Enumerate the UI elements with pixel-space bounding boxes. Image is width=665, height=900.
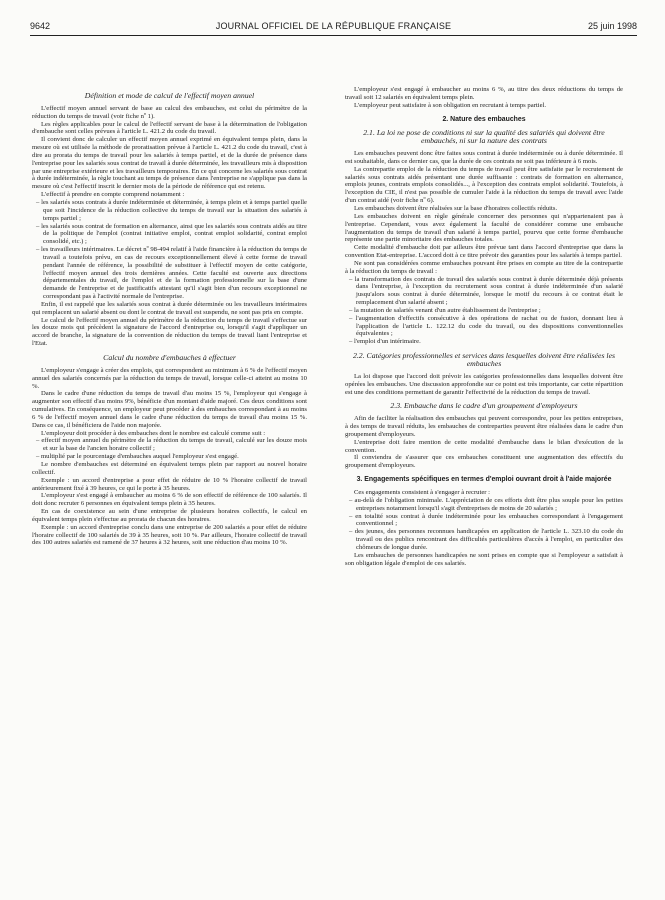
paragraph: L'employeur doit procéder à des embauches dont le nombre est calculé comme suit : <box>41 429 266 437</box>
subsection-heading: Calcul du nombre d'embauches à effectuer <box>103 353 236 362</box>
page-header <box>30 21 637 36</box>
paragraph: L'effectif à prendre en compte comprend notamment : <box>41 191 185 199</box>
paragraph: Le nombre d'embauches est déterminé en équivalent temps plein par rapport au nouvel horaire collectif. <box>32 460 307 476</box>
paragraph: L'entreprise doit faire mention de cette modalité d'embauche dans le bilan d'exécution de la convention. <box>345 438 623 454</box>
bullet-list <box>32 437 307 461</box>
paragraph: Ces engagements consistent à s'engager à recruter : <box>354 488 490 496</box>
paragraph: Le calcul de l'effectif moyen annuel du périmètre de la réduction du temps de travail s'effectue sur les douze mois qui précèdent la signature de l'accord d'entreprise ou, lorsqu'il s'agit d'appliquer un accord de branche, la signature de la convention de réduction du temps de travail liant l'entreprise et l'Etat. <box>32 316 307 348</box>
bullet-list <box>32 199 307 301</box>
list-item: – en totalité sous contrat à durée indéterminée pour les embauches correspondant à l'engagement conventionnel ; <box>345 513 623 529</box>
subsection-heading: 2.3. Embauche dans le cadre d'un groupement d'employeurs <box>390 401 578 411</box>
left-column <box>32 86 307 886</box>
list-item: – l'augmentation d'effectifs consécutive à des opérations de rachat ou de fusion, donnant lieu à l'application de l'article L. 122.12 du code du travail, ou des dispositions conventionnelles équivalentes ; <box>345 315 623 339</box>
paragraph: Les embauches peuvent donc être faites sous contrat à durée indéterminée ou à durée déterminée. Il est souhaitable, dans ce dernier cas, que la durée de ces contrats ne soit pas inférieure à 6 mois. <box>345 150 623 165</box>
list-item: – les salariés sous contrat de formation en alternance, ainsi que les salariés sous contrats aidés au titre de la politique de l'emploi (contrat initiative emploi, contrat emploi solidarité, contrat emploi consolidé, etc.) ; <box>32 223 307 247</box>
paragraph: Il conviendra de s'assurer que ces embauches constituent une augmentation des effectifs du groupement d'employeurs. <box>345 454 623 470</box>
paragraph: Il convient donc de calculer un effectif moyen annuel exprimé en équivalent temps plein, dans la mesure où est utilisée la méthode de proratisation prévue à l'article L. 421.2 du code du travail, c'est à dire au prorata du temps de travail pour les salariés à temps partiel, et de la durée de présence dans l'entreprise pour les salariés sous contrat de travail à durée déterminée, les travailleurs mis à disposition par une entreprise extérieure et les travailleurs temporaires. En ce qui concerne les salariés sous contrat à durée indéterminée, la règle touchant au temps de présence dans l'entreprise ne s'applique pas dans la mesure où c'est l'effectif inscrit le dernier mois de la période de référence qui est retenu. <box>32 136 307 191</box>
bullet-list <box>345 276 623 347</box>
list-item: – les travailleurs intérimaires. Le décret nº 98-494 relatif à l'aide financière à la réduction du temps de travail a toutefois prévu, en cas de recours exceptionnellement élevé à cette forme de travail pendant l'année de référence, la possibilité de substituer à l'effectif moyen de cette catégorie, l'effectif moyen annuel des trois dernières années. Cette faculté est ouverte aux directions départementales du travail, de l'emploi et de la formation professionnelle sur la base d'une demande de l'entreprise et de justificatifs attestant qu'il s'agit bien d'un recours exceptionnel ne correspondant pas à l'activité normale de l'entreprise. <box>32 246 307 301</box>
paragraph: Ne sont pas considérées comme embauches pouvant être prises en compte au titre de la contrepartie à la réduction du temps de travail : <box>345 259 623 275</box>
page-number: 9642 <box>30 21 51 31</box>
list-item: – effectif moyen annuel du périmètre de la réduction du temps de travail, calculé sur les douze mois et sur la base de l'ancien horaire collectif ; <box>32 437 307 453</box>
list-item: – la mutation de salariés venant d'un autre établissement de l'entreprise ; <box>345 307 623 315</box>
paragraph: L'employeur s'est engagé à embaucher au moins 6 %, au titre des deux réductions du temps de travail soit 12 salariés en équivalent temps plein. <box>345 86 623 101</box>
subsection-heading: Définition et mode de calcul de l'effectif moyen annuel <box>84 91 255 100</box>
list-item: – multiplié par le pourcentage d'embauches auquel l'employeur s'est engagé. <box>32 453 307 461</box>
list-item: – l'emploi d'un intérimaire. <box>345 338 623 346</box>
paragraph: Dans le cadre d'une réduction du temps de travail d'au moins 15 %, l'employeur qui s'engage à augmenter son effectif d'au moins 9%, bénéficie d'un montant d'aide majoré. Ces deux conditions sont cumulatives. En conséquence, un employeur peut procéder à des embauches correspondant à au moins 6 % de l'effectif moyen annuel dans le cadre d'une réduction du temps de travail d'au moins 15 %. Dans ce cas, il bénéficiera de l'aide non majorée. <box>32 390 307 429</box>
paragraph: Les embauches doivent en règle générale concerner des personnes qui n'appartenaient pas à l'entreprise. Cependant, vous avez également la faculté de considérer comme une embauche l'augmentation du temps de travail d'un salarié à temps partiel, pourvu que cette forme d'embauche représente une partie minoritaire des embauches totales. <box>345 212 623 244</box>
paragraph: En cas de coexistence au sein d'une entreprise de plusieurs horaires collectifs, le calcul en équivalent temps plein s'effectue au prorata de chacun des horaires. <box>32 508 307 523</box>
section-heading: 3. Engagements spécifiques en termes d'emploi ouvrant droit à l'aide majorée <box>356 476 612 484</box>
paragraph: L'employeur s'est engagé à embaucher au moins 6 % de son effectif de référence de 100 salariés. Il doit donc recruter 6 personnes en équivalent temps plein à 35 heures. <box>32 492 307 508</box>
list-item: – au-delà de l'obligation minimale. L'appréciation de ces efforts doit être plus souple pour les petites entreprises notamment lorsqu'il s'agit d'entreprises de moins de 20 salariés ; <box>345 497 623 513</box>
subsection-heading: 2.1. La loi ne pose de conditions ni sur la qualité des salariés qui doivent être embauchés, ni sur la nature des contrats <box>363 128 605 146</box>
paragraph: La contrepartie emploi de la réduction du temps de travail peut être satisfaite par le recrutement de salariés sous contrats aidés présentant une durée suffisante : contrats de formation en alternance, emplois jeunes, contrats emplois consolidés..., à l'exception des contrats emploi solidarité. Toutefois, à l'exception du CIE, il n'est pas possible de cumuler l'aide à la réduction du temps de travail avec l'aide d'un contrat aidé (voir fiche nº 6). <box>345 165 623 205</box>
list-item: – des jeunes, des personnes reconnues handicapées en application de l'article L. 323.10 du code du travail ou des publics rencontrant des difficultés particulières d'accès à l'emploi, en particulier des chômeurs de longue durée. <box>345 528 623 552</box>
section-heading: 2. Nature des embauches <box>442 115 526 123</box>
right-column <box>345 86 623 886</box>
journal-title: JOURNAL OFFICIEL DE LA RÉPUBLIQUE FRANÇAISE <box>215 21 452 31</box>
paragraph: Les embauches de personnes handicapées ne sont prises en compte que si l'employeur a satisfait à son obligation légale d'emploi de ces salariés. <box>345 551 623 567</box>
list-item: – la transformation des contrats de travail des salariés sous contrat à durée déterminée déjà présents dans l'entreprise, à l'exception du recrutement sous contrat à durée indéterminée d'un salarié jusqu'alors sous contrat à durée déterminée, lorsque le motif du recours à ce contrat était le remplacement d'un salarié absent ; <box>345 276 623 307</box>
paragraph: La loi dispose que l'accord doit prévoir les catégories professionnelles dans lesquelles doivent être opérées les embauches. Une discussion approfondie sur ce point est très importante, car cette répartition est une des conditions permettant de garantir l'effectivité de la réduction du temps de travail. <box>345 372 623 396</box>
paragraph: L'employeur s'engage à créer des emplois, qui correspondent au minimum à 6 % de l'effectif moyen annuel des salariés concernés par la réduction du temps de travail, lorsque celle-ci atteint au moins 10 %. <box>32 366 307 390</box>
paragraph: Cette modalité d'embauche doit par ailleurs être prévue tant dans l'accord d'entreprise que dans la convention Etat-entreprise. L'accord doit à ce titre prévoir des garanties pour les salariés à temps partiel. <box>345 244 623 260</box>
bullet-list <box>345 497 623 552</box>
paragraph: Les règles applicables pour le calcul de l'effectif servant de base à la détermination de l'obligation d'embauche sont celles prévues à l'article L. 421.2 du code du travail. <box>32 120 307 136</box>
paragraph: L'effectif moyen annuel servant de base au calcul des embauches, est celui du périmètre de la réduction du temps de travail (voir fiche nº 1). <box>32 104 307 120</box>
paragraph: Exemple : un accord d'entreprise a pour effet de réduire de 10 % l'horaire collectif de travail antérieurement fixé à 39 heures, ce qui le porte à 35 heures. <box>32 476 307 492</box>
subsection-heading: 2.2. Catégories professionnelles et services dans lesquelles doivent être réalisées les embauches <box>352 351 616 368</box>
issue-date: 25 juin 1998 <box>587 21 637 31</box>
list-item: – les salariés sous contrats à durée indéterminée et déterminée, à temps plein et à temps partiel quelle que soit l'incidence de la réduction collective du temps de travail sur la situation des salariés à temps partiel ; <box>32 199 307 223</box>
paragraph: Exemple : un accord d'entreprise conclu dans une entreprise de 200 salariés a pour effet de réduire l'horaire collectif de 100 salariés de 39 à 35 heures, soit 10 %. Par ailleurs, l'horaire collectif de travail des 100 autres salariés est ramené de 37 heures à 32 heures, soit une réduction d'au moins 10 %. <box>32 523 307 547</box>
paragraph: Enfin, il est rappelé que les salariés sous contrat à durée déterminée ou les travailleurs intérimaires qui remplacent un salarié absent ou dont le contrat de travail est suspendu, ne sont pas pris en compte. <box>32 300 307 316</box>
paragraph: Les embauches doivent être réalisées sur la base d'horaires collectifs réduits. <box>354 204 558 212</box>
paragraph: L'employeur peut satisfaire à son obligation en recrutant à temps partiel. <box>354 101 547 109</box>
paragraph: Afin de faciliter la réalisation des embauches qui peuvent correspondre, pour les petites entreprises, à des temps de travail réduits, les embauches de contreparties peuvent être réalisées dans le cadre d'un groupement d'employeurs. <box>345 415 623 438</box>
